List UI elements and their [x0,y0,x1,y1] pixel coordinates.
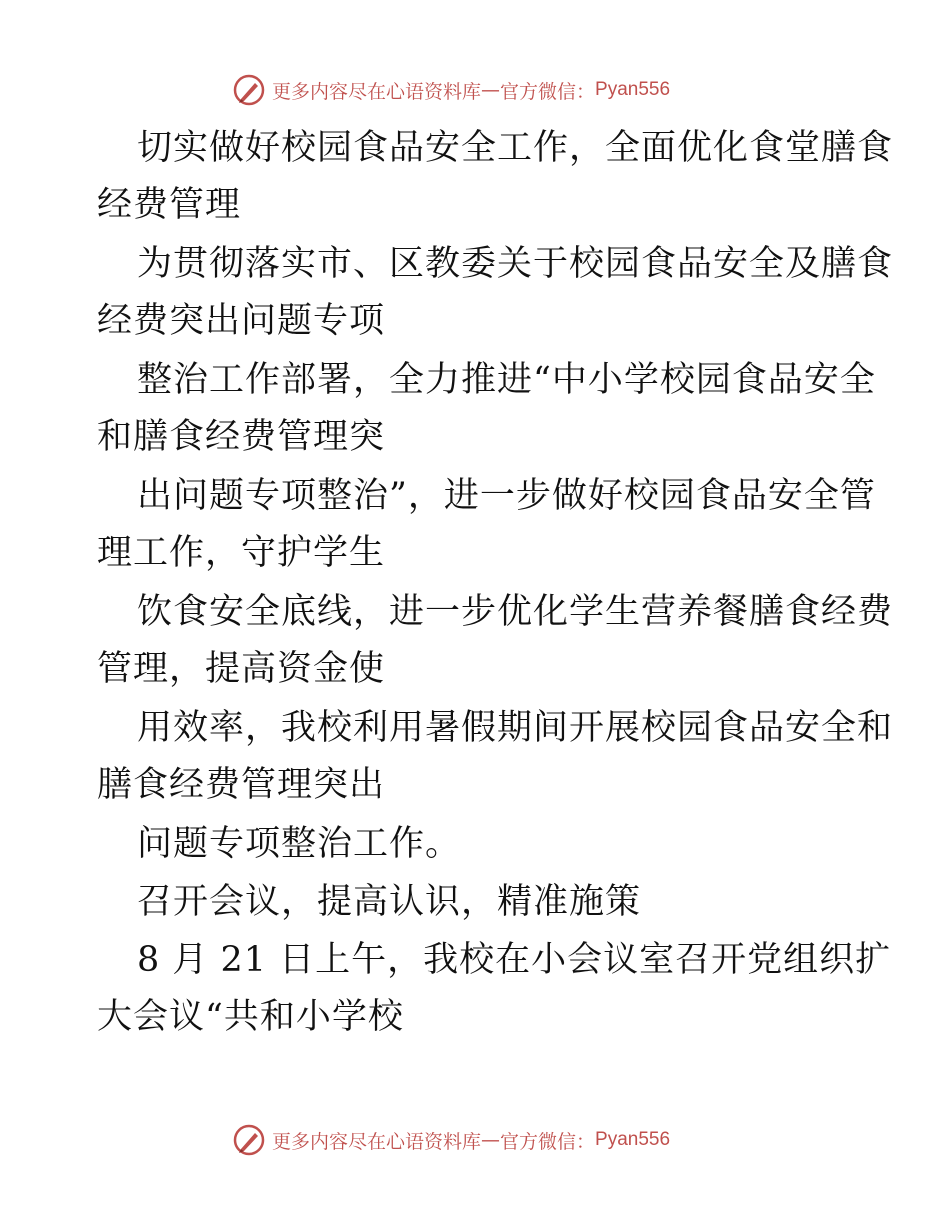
paragraph-5 [97,584,894,698]
section-heading [97,874,857,931]
footer-wechat-id: Pyan556 [595,1129,671,1150]
header-official-label: 官方微信： [500,80,596,103]
paragraph-line: 经费突出问题专项 [97,301,386,341]
footer-official-label: 官方微信： [500,1130,596,1153]
header-wechat-id: Pyan556 [595,79,671,100]
paragraph-line: 切实做好校园食品安全工作，全面优化食堂膳食 [137,128,894,168]
paragraph-9 [97,932,892,1046]
paragraph-line: 为贯彻落实市、区教委关于校园食品安全及膳食 [137,244,894,284]
header-dash: — [481,79,501,101]
footer-watermark-banner [232,1122,670,1158]
paragraph-line: 整治工作部署，全力推进“中小学校园食品安全 [137,360,876,400]
paragraph-line: 管理，提高资金使 [97,649,386,689]
paragraph-line: 用效率，我校利用暑假期间开展校园食品安全和 [137,708,894,748]
paragraph-line: 理工作，守护学生 [97,533,386,573]
header-site-text: 更多内容尽在心语资料库 [272,80,482,103]
pen-logo-icon [232,1123,266,1157]
paragraph-3 [97,352,876,466]
paragraph-line: 和膳食经费管理突 [97,417,386,457]
pen-logo-icon [232,73,266,107]
paragraph-2 [97,236,894,350]
paragraph-line: 出问题专项整治”，进一步做好校园食品安全管 [137,476,876,516]
paragraph-7 [97,816,857,873]
paragraph-1 [97,120,894,234]
footer-site-text: 更多内容尽在心语资料库 [272,1130,482,1153]
paragraph-line: 经费管理 [97,185,242,225]
paragraph-line: 大会议“共和小学校 [97,997,404,1037]
footer-dash: — [481,1129,501,1151]
heading-line: 召开会议，提高认识，精准施策 [137,882,642,922]
header-watermark-banner [232,72,670,108]
paragraph-line: 膳食经费管理突出 [97,765,386,805]
paragraph-line: 饮食安全底线，进一步优化学生营养餐膳食经费 [137,592,894,632]
paragraph-6 [97,700,894,814]
paragraph-line: 8 月 21 日上午，我校在小会议室召开党组织扩 [137,940,892,980]
paragraph-line: 问题专项整治工作。 [137,824,462,864]
paragraph-4 [97,468,876,582]
